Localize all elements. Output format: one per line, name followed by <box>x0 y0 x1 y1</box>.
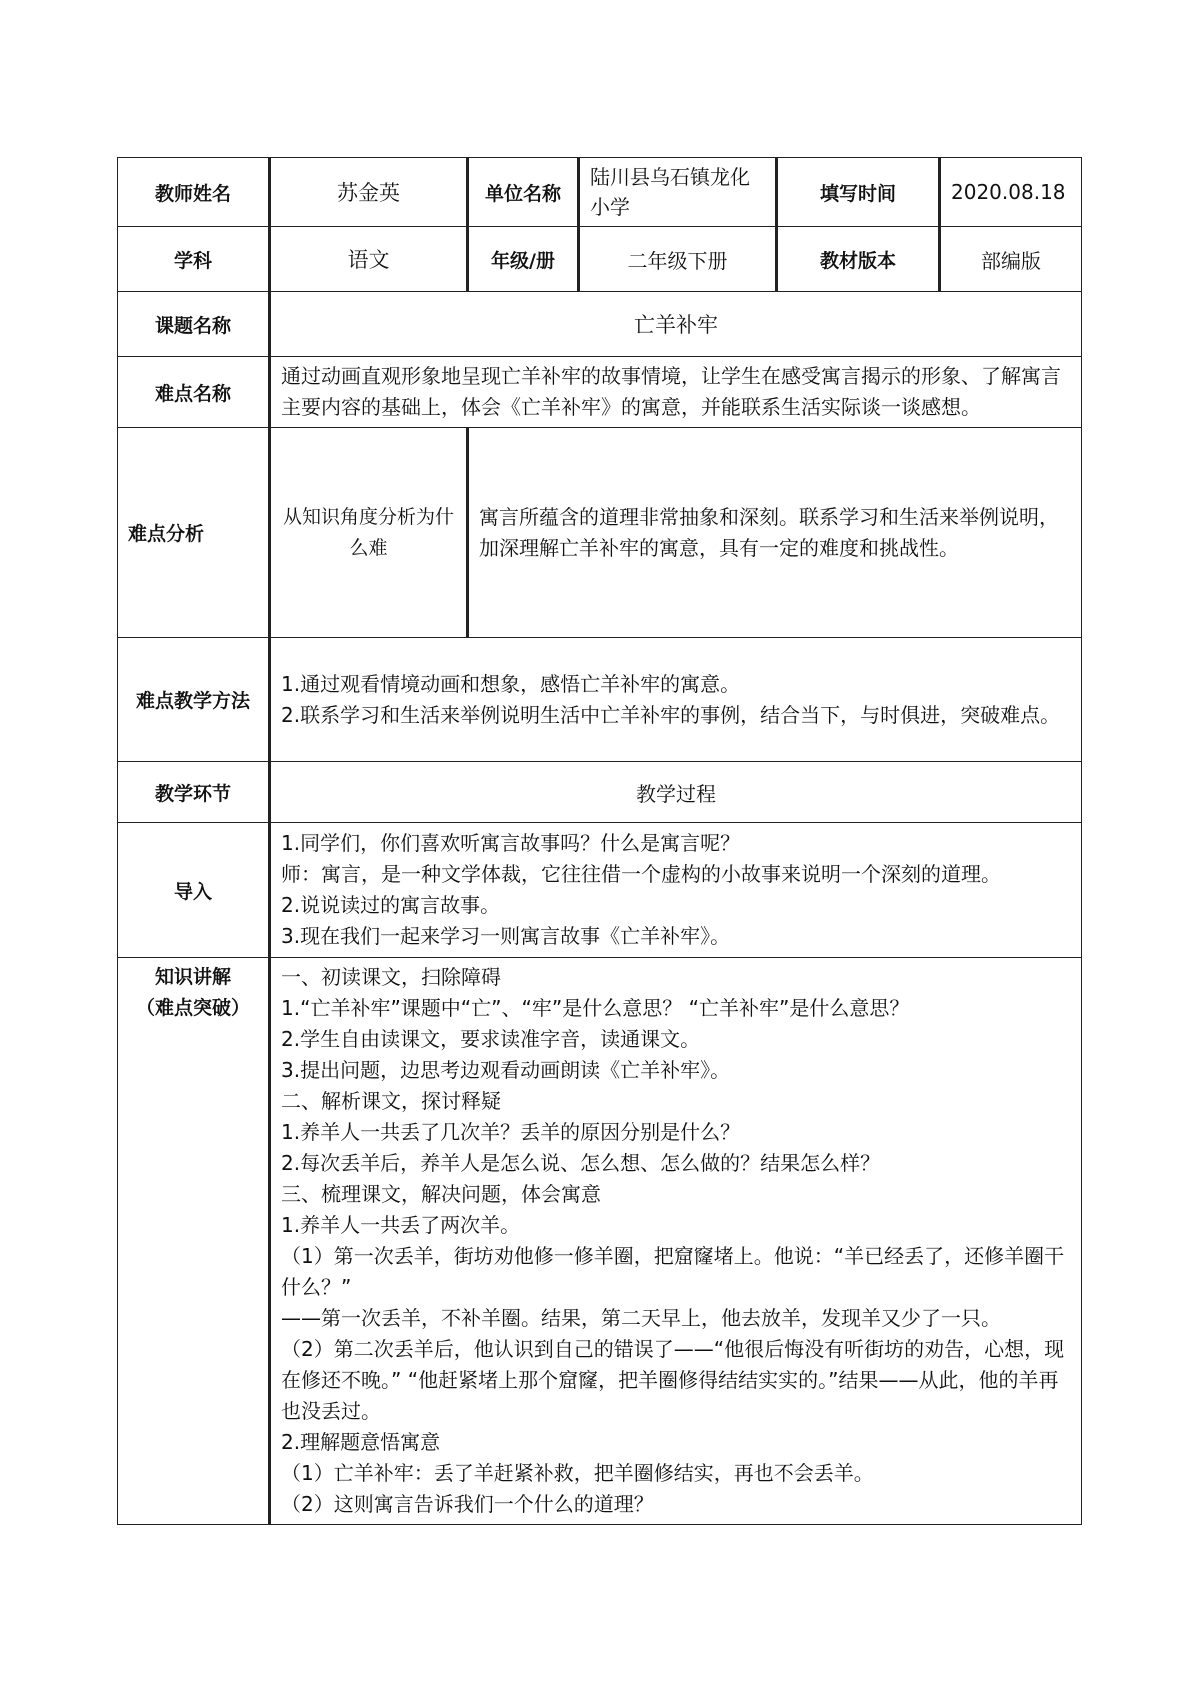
knowledge-label-line2: （难点突破） <box>135 997 250 1019</box>
analysis-value: 寓言所蕴含的道理非常抽象和深刻。联系学习和生活来举例说明，加深理解亡羊补牢的寓意，具有一定的难度和挑战性。 <box>468 428 1082 638</box>
date-label: 填写时间 <box>777 158 940 227</box>
knowledge-line: 2.理解题意悟寓意 <box>281 1430 441 1454</box>
date-value: 2020.08.18 <box>940 158 1082 227</box>
knowledge-line: 2.学生自由读课文，要求读准字音，读通课文。 <box>281 1027 701 1051</box>
intro-line: 师：寓言，是一种文学体裁，它往往借一个虚构的小故事来说明一个深刻的道理。 <box>281 862 1001 886</box>
intro-line: 2.说说读过的寓言故事。 <box>281 893 501 917</box>
method-line: 1.通过观看情境动画和想象，感悟亡羊补牢的寓意。 <box>281 671 741 696</box>
grade-label: 年级/册 <box>468 227 579 292</box>
knowledge-row <box>118 958 1082 1525</box>
method-label: 难点教学方法 <box>118 638 270 762</box>
edition-label: 教材版本 <box>777 227 940 292</box>
intro-row <box>118 823 1082 958</box>
lesson-plan-table <box>117 157 1082 1525</box>
knowledge-line: （1）亡羊补牢：丢了羊赶紧补救，把羊圈修结实，再也不会丢羊。 <box>281 1461 874 1485</box>
knowledge-line: （2）第二次丢羊后，他认识到自己的错误了——“他很后悔没有听街坊的劝告，心想，现在修还不晚。” “他赶紧堵上那个窟窿，把羊圈修得结结实实的。”结果——从此，他的羊再也没丢过。 <box>281 1337 1065 1423</box>
teacher-value: 苏金英 <box>270 158 468 227</box>
grade-value: 二年级下册 <box>579 227 777 292</box>
knowledge-content <box>270 958 1082 1525</box>
knowledge-line: 二、解析课文，探讨释疑 <box>281 1089 501 1113</box>
analysis-sub-label: 从知识角度分析为什么难 <box>270 428 468 638</box>
intro-line: 1.同学们，你们喜欢听寓言故事吗？什么是寓言呢？ <box>281 831 741 855</box>
process-stage-label: 教学环节 <box>118 762 270 823</box>
knowledge-line: 3.提出问题，边思考边观看动画朗读《亡羊补牢》。 <box>281 1058 731 1082</box>
teacher-label: 教师姓名 <box>118 158 270 227</box>
knowledge-line: 1.“亡羊补牢”课题中“亡”、“牢”是什么意思？ “亡羊补牢”是什么意思？ <box>281 996 910 1020</box>
difficulty-row <box>118 357 1082 428</box>
lesson-plan-document <box>117 157 1081 1525</box>
knowledge-line: 1.养羊人一共丢了两次羊。 <box>281 1213 521 1237</box>
process-label: 教学过程 <box>270 762 1082 823</box>
difficulty-label: 难点名称 <box>118 357 270 428</box>
intro-content <box>270 823 1082 958</box>
knowledge-line: ——第一次丢羊，不补羊圈。结果，第二天早上，他去放羊，发现羊又少了一只。 <box>281 1306 1001 1330</box>
knowledge-line: （2）这则寓言告诉我们一个什么的道理？ <box>281 1492 654 1516</box>
knowledge-line: （1）第一次丢羊，街坊劝他修一修羊圈，把窟窿堵上。他说：“羊已经丢了，还修羊圈干什么？” <box>281 1244 1065 1299</box>
method-row <box>118 638 1082 762</box>
knowledge-line: 1.养羊人一共丢了几次羊？丢羊的原因分别是什么？ <box>281 1120 741 1144</box>
knowledge-label-line1: 知识讲解 <box>154 966 231 988</box>
knowledge-line: 三、梳理课文，解决问题，体会寓意 <box>281 1182 601 1206</box>
topic-value: 亡羊补牢 <box>270 292 1082 357</box>
header-row-2 <box>118 227 1082 292</box>
analysis-row <box>118 428 1082 638</box>
unit-value: 陆川县乌石镇龙化小学 <box>579 158 777 227</box>
topic-row <box>118 292 1082 357</box>
edition-value: 部编版 <box>940 227 1082 292</box>
knowledge-line: 一、初读课文，扫除障碍 <box>281 965 501 989</box>
intro-label: 导入 <box>118 823 270 958</box>
subject-label: 学科 <box>118 227 270 292</box>
unit-label: 单位名称 <box>468 158 579 227</box>
knowledge-line: 2.每次丢羊后，养羊人是怎么说、怎么想、怎么做的？结果怎么样？ <box>281 1151 881 1175</box>
subject-value: 语文 <box>270 227 468 292</box>
process-header-row <box>118 762 1082 823</box>
intro-line: 3.现在我们一起来学习一则寓言故事《亡羊补牢》。 <box>281 924 731 948</box>
topic-label: 课题名称 <box>118 292 270 357</box>
knowledge-label <box>118 958 270 1525</box>
method-line: 2.联系学习和生活来举例说明生活中亡羊补牢的事例，结合当下，与时俱进，突破难点。 <box>281 702 1061 727</box>
method-content <box>270 638 1082 762</box>
difficulty-value: 通过动画直观形象地呈现亡羊补牢的故事情境，让学生在感受寓言揭示的形象、了解寓言主要内容的基础上，体会《亡羊补牢》的寓意，并能联系生活实际谈一谈感想。 <box>270 357 1082 428</box>
header-row-1 <box>118 158 1082 227</box>
analysis-label: 难点分析 <box>118 428 270 638</box>
